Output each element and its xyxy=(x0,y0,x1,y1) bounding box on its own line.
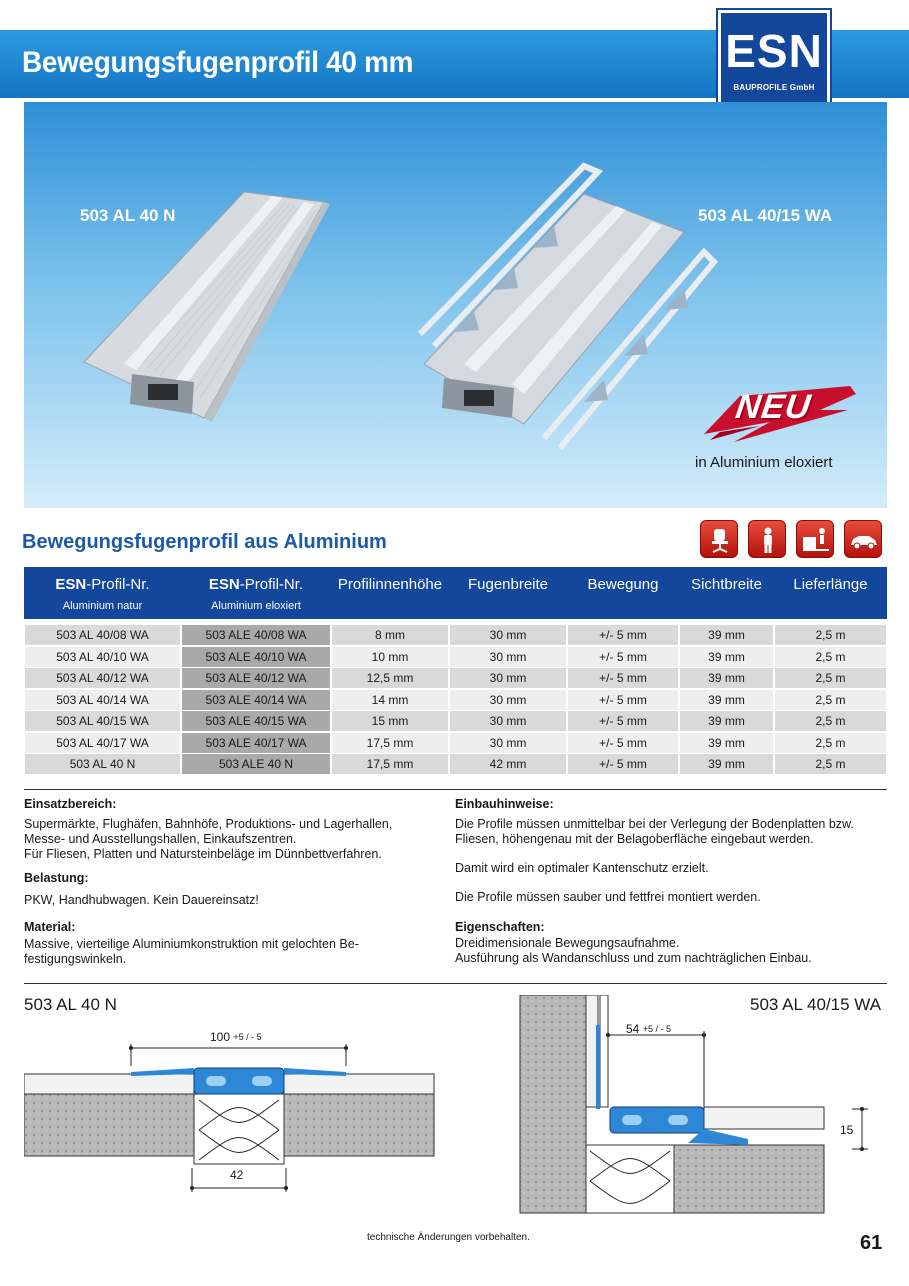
col-header-natur: ESN-Profil-Nr. xyxy=(55,576,150,593)
drawing-right-dim-top: 54 $^{+5 / - 5}$ xyxy=(626,1022,671,1036)
cell-fugenbreite: 30 mm xyxy=(489,692,527,707)
cell-fugenbreite: 30 mm xyxy=(489,714,527,728)
cell-profilinnenhoehe: 10 mm xyxy=(371,649,409,664)
belastung-heading: Belastung: xyxy=(24,871,89,885)
person-icon xyxy=(748,520,786,558)
cell-eloxiert: 503 ALE 40/14 WA xyxy=(205,692,307,707)
cell-profilinnenhoehe: 17,5 mm xyxy=(366,735,414,750)
cell-lieferlaenge: 2,5 m xyxy=(815,714,846,728)
cell-bewegung: +/- 5 mm xyxy=(599,628,647,642)
cell-fugenbreite: 30 mm xyxy=(489,649,527,664)
cell-fugenbreite: 42 mm xyxy=(489,757,527,771)
logo-brand: ESN xyxy=(725,25,823,77)
material-heading: Material: xyxy=(24,920,76,934)
cell-eloxiert: 503 ALE 40 N xyxy=(218,757,294,771)
einbau-line-4: Die Profile müssen sauber und fettfrei montiert werden. xyxy=(455,890,761,904)
cell-sichtbreite: 39 mm xyxy=(708,757,745,771)
cell-natur: 503 AL 40/15 WA xyxy=(56,714,149,728)
cell-lieferlaenge: 2,5 m xyxy=(815,692,846,707)
eigenschaften-line-2: Ausführung als Wandanschluss und zum nachträglichen Einbau. xyxy=(455,951,812,965)
drawing-left-dim-bottom: 42 xyxy=(230,1168,244,1182)
cell-bewegung: +/- 5 mm xyxy=(599,671,647,685)
table-row xyxy=(24,754,887,776)
cell-lieferlaenge: 2,5 m xyxy=(815,757,846,771)
cell-natur: 503 AL 40/08 WA xyxy=(56,628,149,642)
table-row xyxy=(24,647,887,669)
cell-bewegung: +/- 5 mm xyxy=(599,649,647,664)
table-row xyxy=(24,733,887,755)
cell-profilinnenhoehe: 17,5 mm xyxy=(366,757,414,771)
photo-caption: in Aluminium eloxiert xyxy=(695,454,833,471)
cell-profilinnenhoehe: 12,5 mm xyxy=(366,671,414,685)
cell-profilinnenhoehe: 14 mm xyxy=(371,692,409,707)
table-body xyxy=(24,625,887,776)
einbau-line-3: Damit wird ein optimaler Kantenschutz erzielt. xyxy=(455,861,709,875)
neu-badge xyxy=(700,380,860,450)
belastung-line-1: PKW, Handhubwagen. Kein Dauereinsatz! xyxy=(24,893,259,907)
cell-sichtbreite: 39 mm xyxy=(708,628,745,642)
material-line-2: festigungswinkeln. xyxy=(24,952,127,966)
cell-lieferlaenge: 2,5 m xyxy=(815,671,846,685)
divider-top xyxy=(24,789,887,790)
cell-lieferlaenge: 2,5 m xyxy=(815,649,846,664)
cell-lieferlaenge: 2,5 m xyxy=(815,628,846,642)
col-header-fugenbreite: Fugenbreite xyxy=(467,576,549,593)
cell-sichtbreite: 39 mm xyxy=(708,714,745,728)
drawing-right-title: 503 AL 40/15 WA xyxy=(750,995,882,1014)
product-label-left: 503 AL 40 N xyxy=(80,206,176,225)
page-title: Bewegungsfugenprofil 40 mm xyxy=(22,46,414,79)
cell-eloxiert: 503 ALE 40/08 WA xyxy=(205,628,307,642)
table-header xyxy=(24,567,887,619)
col-header-bewegung: Bewegung xyxy=(587,576,659,593)
drawing-left-dim-top: 100 $^{+5 / - 5}$ xyxy=(210,1030,262,1044)
cell-bewegung: +/- 5 mm xyxy=(599,757,647,771)
office-chair-icon xyxy=(700,520,738,558)
cell-sichtbreite: 39 mm xyxy=(708,649,745,664)
drawing-left-title: 503 AL 40 N xyxy=(24,995,117,1014)
logo-subtitle: BAUPROFILE GmbH xyxy=(733,83,815,92)
cell-sichtbreite: 39 mm xyxy=(708,671,745,685)
divider-bottom xyxy=(24,983,887,984)
product-label-right: 503 AL 40/15 WA xyxy=(698,206,833,225)
einsatz-line-1: Supermärkte, Flughäfen, Bahnhöfe, Produktions- und Lagerhallen, xyxy=(24,817,393,831)
cell-sichtbreite: 39 mm xyxy=(708,735,745,750)
einsatz-heading: Einsatzbereich: xyxy=(24,797,117,811)
usage-icons xyxy=(700,520,882,558)
einsatz-line-3: Für Fliesen, Platten und Natursteinbeläge im Dünnbettverfahren. xyxy=(24,847,382,861)
material-line-1: Massive, vierteilige Aluminiumkonstruktion mit gelochten Be- xyxy=(24,937,359,951)
table-row xyxy=(24,711,887,733)
table-row xyxy=(24,668,887,690)
cell-eloxiert: 503 ALE 40/17 WA xyxy=(205,735,307,750)
neu-text: NEU xyxy=(733,388,814,426)
hand-pallet-truck-icon xyxy=(796,520,834,558)
drawing-right-dim-side-label: 15 xyxy=(840,1123,854,1137)
table-row xyxy=(24,625,887,647)
einbau-heading: Einbauhinweise: xyxy=(455,797,554,811)
col-header-profilinnenhoehe: Profilinnenhöhe xyxy=(337,576,443,593)
cell-fugenbreite: 30 mm xyxy=(489,735,527,750)
cell-fugenbreite: 30 mm xyxy=(489,671,527,685)
col-subheader-natur: Aluminium natur xyxy=(62,600,143,612)
cell-bewegung: +/- 5 mm xyxy=(599,714,647,728)
page-number: 61 xyxy=(860,1232,883,1254)
eigenschaften-heading: Eigenschaften: xyxy=(455,920,545,934)
einbau-line-2: Fliesen, höhengenau mit der Belagoberfläche eingebaut werden. xyxy=(455,832,814,846)
cell-profilinnenhoehe: 15 mm xyxy=(371,714,409,728)
einsatz-line-2: Messe- und Ausstellungshallen, Einkaufszentren. xyxy=(24,832,297,846)
cell-eloxiert: 503 ALE 40/10 WA xyxy=(205,649,307,664)
cell-lieferlaenge: 2,5 m xyxy=(815,735,846,750)
product-photo xyxy=(24,102,887,508)
cell-profilinnenhoehe: 8 mm xyxy=(375,628,405,642)
col-header-lieferlaenge: Lieferlänge xyxy=(793,576,868,593)
car-icon xyxy=(844,520,882,558)
cell-eloxiert: 503 ALE 40/12 WA xyxy=(205,671,307,685)
cell-natur: 503 AL 40/10 WA xyxy=(56,649,149,664)
cell-natur: 503 AL 40 N xyxy=(69,757,136,771)
col-header-eloxiert: ESN-Profil-Nr. xyxy=(208,576,304,593)
drawing-right xyxy=(518,995,828,1215)
einbau-line-1: Die Profile müssen unmittelbar bei der Verlegung der Bodenplatten bzw. xyxy=(455,817,854,831)
col-header-sichtbreite: Sichtbreite xyxy=(691,576,762,593)
section-title: Bewegungsfugenprofil aus Aluminium xyxy=(22,531,387,553)
cell-sichtbreite: 39 mm xyxy=(708,692,745,707)
cell-eloxiert: 503 ALE 40/15 WA xyxy=(205,714,307,728)
eigenschaften-line-1: Dreidimensionale Bewegungsaufnahme. xyxy=(455,936,680,950)
cell-fugenbreite: 30 mm xyxy=(489,628,527,642)
cell-bewegung: +/- 5 mm xyxy=(599,735,647,750)
col-subheader-eloxiert: Aluminium eloxiert xyxy=(211,600,301,612)
table-row xyxy=(24,690,887,712)
cell-bewegung: +/- 5 mm xyxy=(599,692,647,707)
footer-note: technische Änderungen vorbehalten. xyxy=(367,1232,530,1243)
cell-natur: 503 AL 40/17 WA xyxy=(56,735,149,750)
product-table xyxy=(24,567,887,776)
cell-natur: 503 AL 40/14 WA xyxy=(56,692,149,707)
cell-natur: 503 AL 40/12 WA xyxy=(56,671,149,685)
